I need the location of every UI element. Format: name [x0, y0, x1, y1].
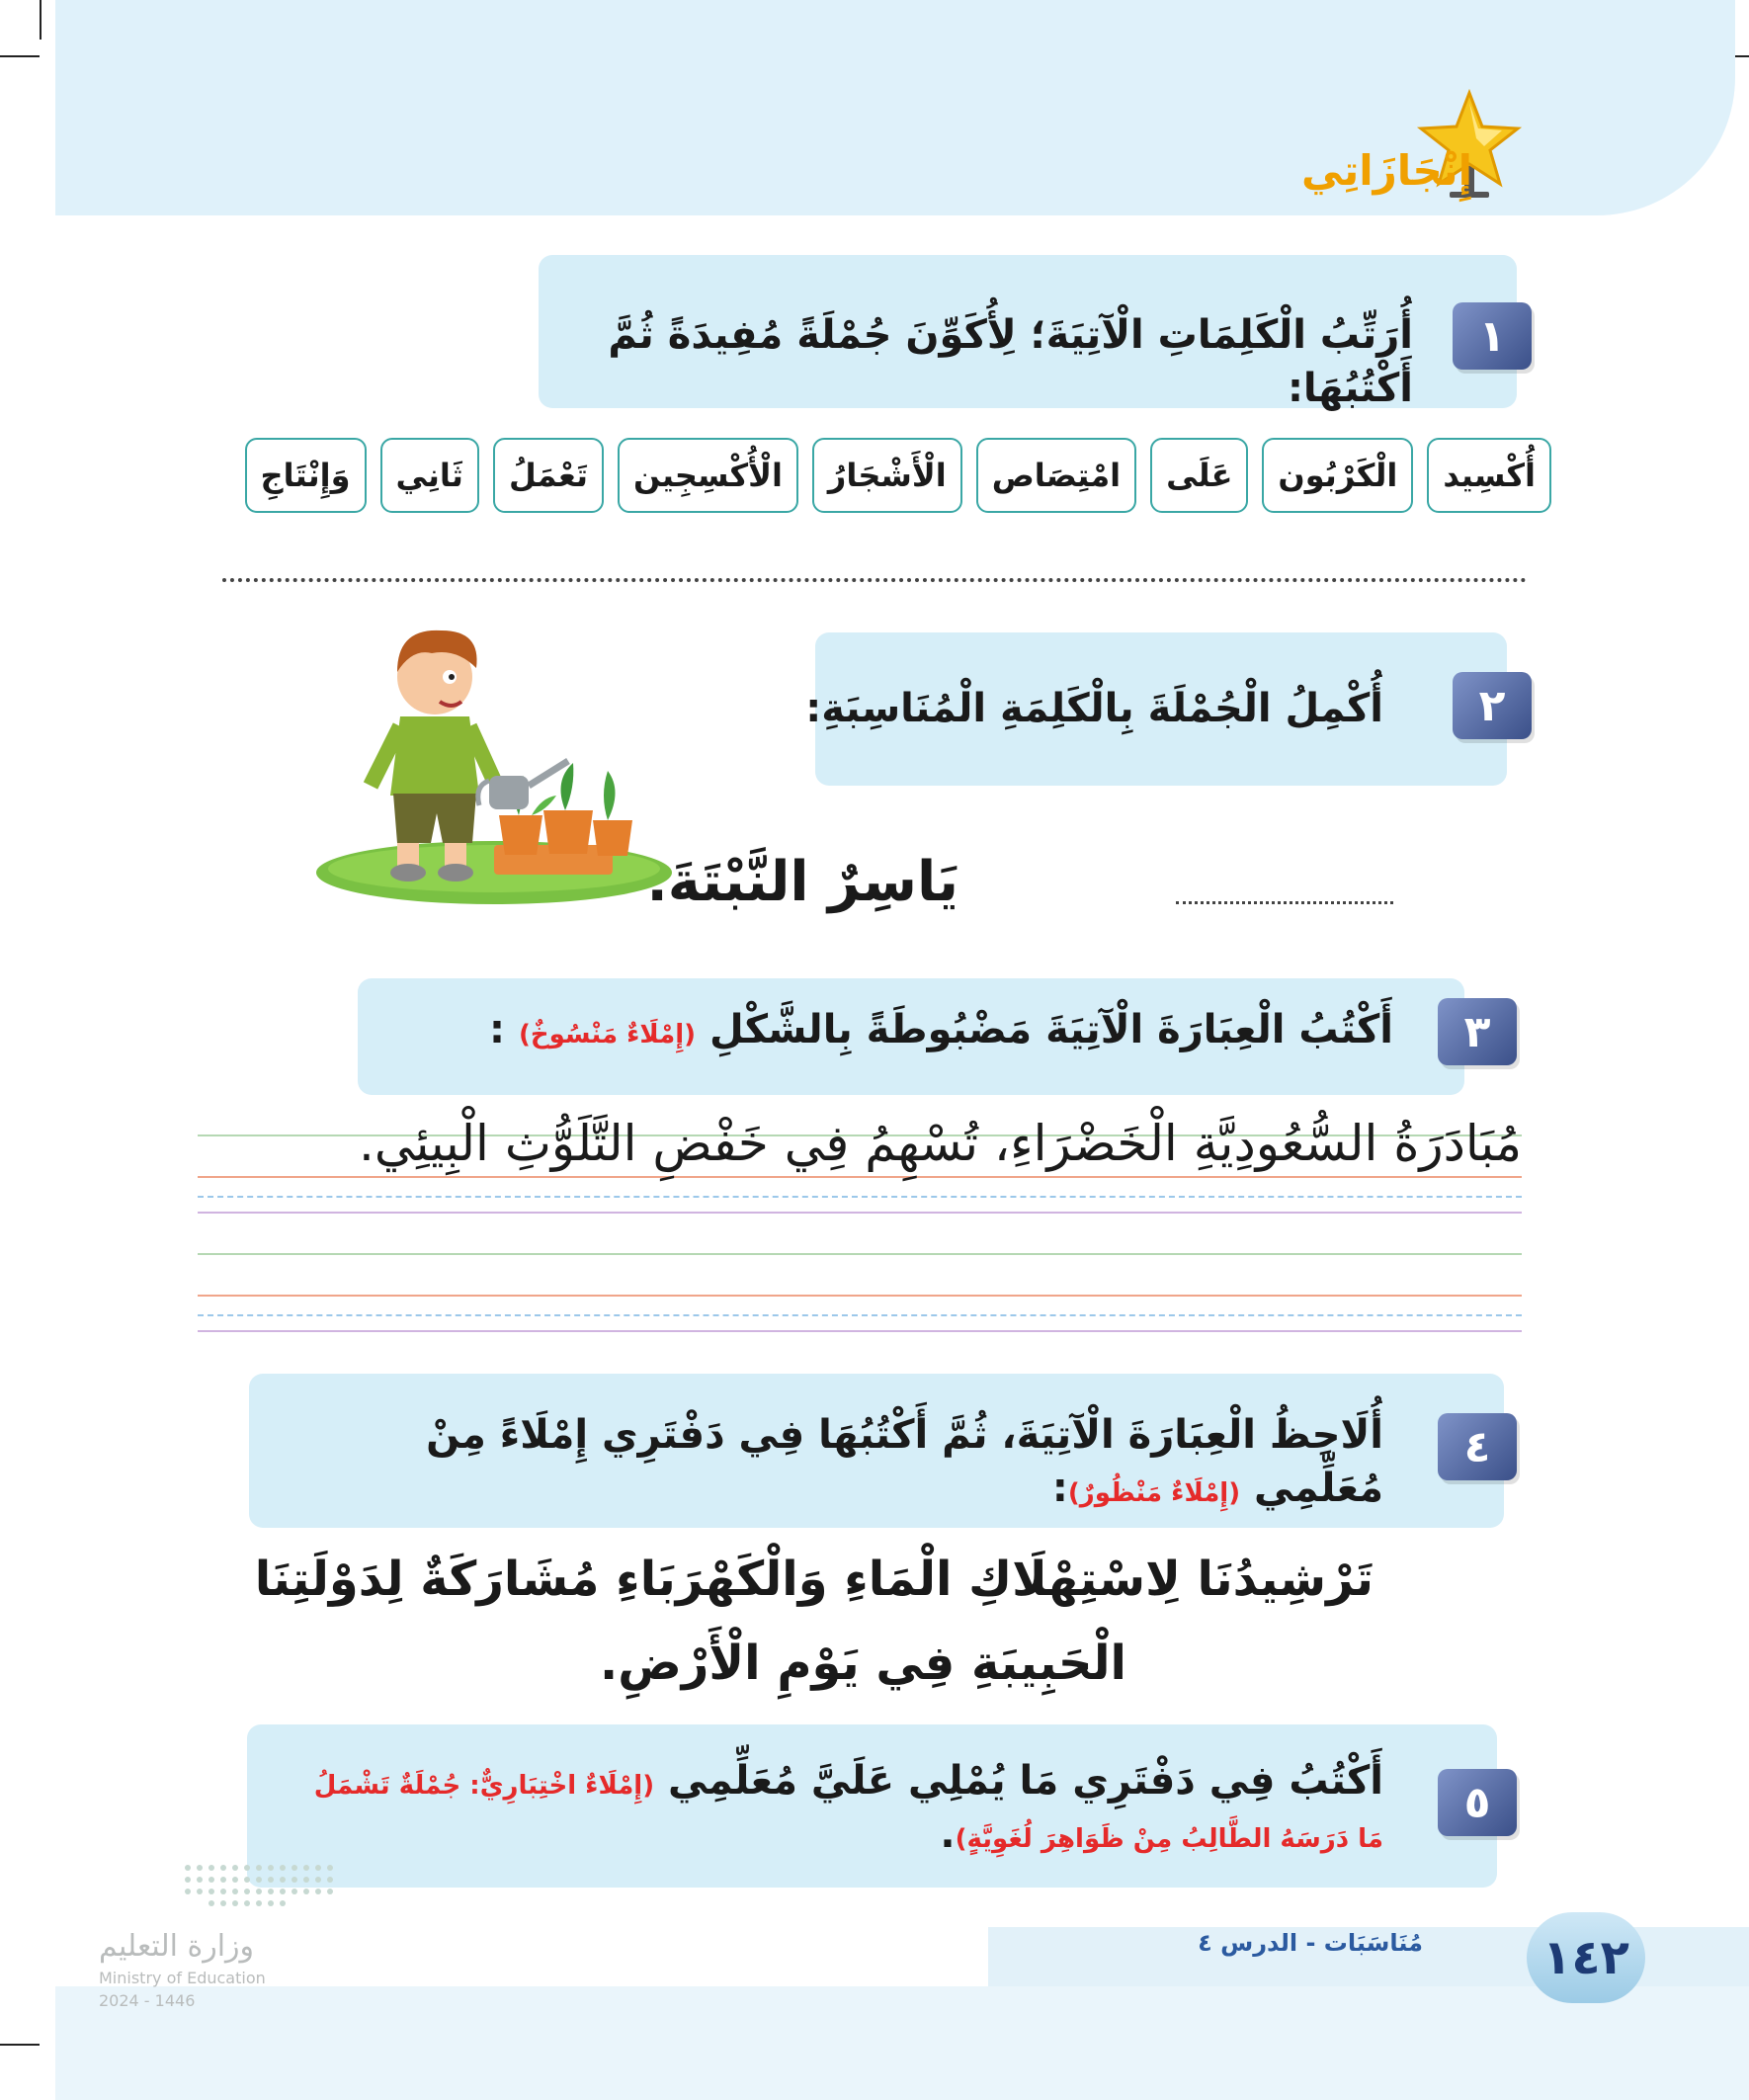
crop-mark — [0, 55, 40, 57]
footer-bar — [55, 1986, 1749, 2100]
question-3-sentence: مُبَادَرَةُ السُّعُودِيَّةِ الْخَضْرَاءِ، تُسْهِمُ فِي خَفْضِ التَّلَوُّثِ الْبِيئِي. — [358, 1115, 1522, 1172]
dictation-type-note: (إِمْلَاءٌ مَنْظُورٌ) — [1067, 1478, 1241, 1508]
question-4-sentence-line-1: تَرْشِيدُنَا لِاسْتِهْلَاكِ الْمَاءِ وَالْكَهْرَبَاءِ مُشَارَكَةٌ لِدَوْلَتِنَا — [254, 1552, 1374, 1607]
question-2-number: ٢ — [1453, 672, 1532, 739]
answer-line[interactable] — [1176, 901, 1393, 904]
word-bank — [245, 438, 1552, 513]
colon: : — [489, 1007, 506, 1052]
ministry-name-arabic: وزارة التعليم — [99, 1929, 255, 1964]
word-card: وَإِنْتَاجِ — [245, 438, 367, 513]
word-card: امْتِصَاص — [976, 438, 1136, 513]
word-card: الْكَرْبُون — [1262, 438, 1413, 513]
question-5-text — [296, 1754, 1383, 1861]
dictation-type-note: (إِمْلَاءٌ اخْتِبَارِيٌّ: جُمْلَةٌ تَشْمَلُ مَا دَرَسَهُ الطَّالِبُ مِنْ ظَوَاهِرَ لُغَوِيَّةٍ) — [313, 1771, 1383, 1854]
question-5-number: ٥ — [1438, 1769, 1517, 1836]
question-1-text: أُرَتِّبُ الْكَلِمَاتِ الْآتِيَةَ؛ لِأُكَوِّنَ جُمْلَةً مُفِيدَةً ثُمَّ أَكْتُبُهَا: — [608, 312, 1413, 411]
question-2-text: أُكْمِلُ الْجُمْلَةَ بِالْكَلِمَةِ الْمُنَاسِبَةِ: — [805, 686, 1383, 731]
question-5-instruction: أَكْتُبُ فِي دَفْتَرِي مَا يُمْلِي عَلَيَّ مُعَلِّمِي — [668, 1758, 1383, 1804]
dictation-type-note: (إِمْلَاءٌ مَنْسُوخٌ) — [518, 1020, 697, 1050]
question-3-number: ٣ — [1438, 998, 1517, 1065]
page-number: ١٤٢ — [1527, 1912, 1645, 2003]
ministry-logo-icon — [178, 1858, 356, 1917]
writing-line[interactable] — [198, 1295, 1522, 1297]
colon: : — [1051, 1466, 1068, 1511]
writing-line[interactable] — [198, 1314, 1522, 1316]
answer-line[interactable] — [222, 578, 1527, 582]
period: . — [940, 1811, 956, 1857]
ministry-name-english: Ministry of Education — [99, 1969, 266, 1987]
question-3-instruction: أَكْتُبُ الْعِبَارَةَ الْآتِيَةَ مَضْبُوطَةً بِالشَّكْلِ — [709, 1007, 1393, 1052]
edition-year: 2024 - 1446 — [99, 1991, 196, 2010]
writing-line — [198, 1196, 1522, 1198]
crop-mark — [0, 2044, 40, 2046]
writing-line — [198, 1212, 1522, 1214]
writing-line[interactable] — [198, 1330, 1522, 1332]
word-card: عَلَى — [1150, 438, 1248, 513]
question-3-text — [405, 1003, 1393, 1056]
word-card: ثَانِي — [380, 438, 479, 513]
writing-line — [198, 1176, 1522, 1178]
boy-watering-plants-illustration — [306, 618, 692, 904]
question-4-number: ٤ — [1438, 1413, 1517, 1480]
question-4-sentence-line-2: الْحَبِيبَةِ فِي يَوْمِ الْأَرْضِ. — [599, 1636, 1126, 1691]
word-card: الْأَشْجَارُ — [812, 438, 962, 513]
word-card: أُكْسِيد — [1427, 438, 1551, 513]
question-2-sentence: يَاسِرٌ النَّبْتَةَ. — [646, 850, 958, 914]
word-card: تَعْمَلُ — [493, 438, 604, 513]
crop-mark — [40, 0, 42, 40]
page-title: إِنْجَازَاتِي — [1300, 146, 1472, 195]
word-card: الْأُكْسِجِين — [618, 438, 798, 513]
lesson-label: مُنَاسَبَات - الدرس ٤ — [1198, 1929, 1423, 1957]
question-4-instruction: أُلَاحِظُ الْعِبَارَةَ الْآتِيَةَ، ثُمَّ أَكْتُبُهَا فِي دَفْتَرِي إِمْلَاءً مِنْ مُعَلِّمِي — [426, 1412, 1383, 1511]
question-4-text — [296, 1408, 1383, 1515]
question-1-number: ١ — [1453, 302, 1532, 370]
writing-line[interactable] — [198, 1253, 1522, 1255]
